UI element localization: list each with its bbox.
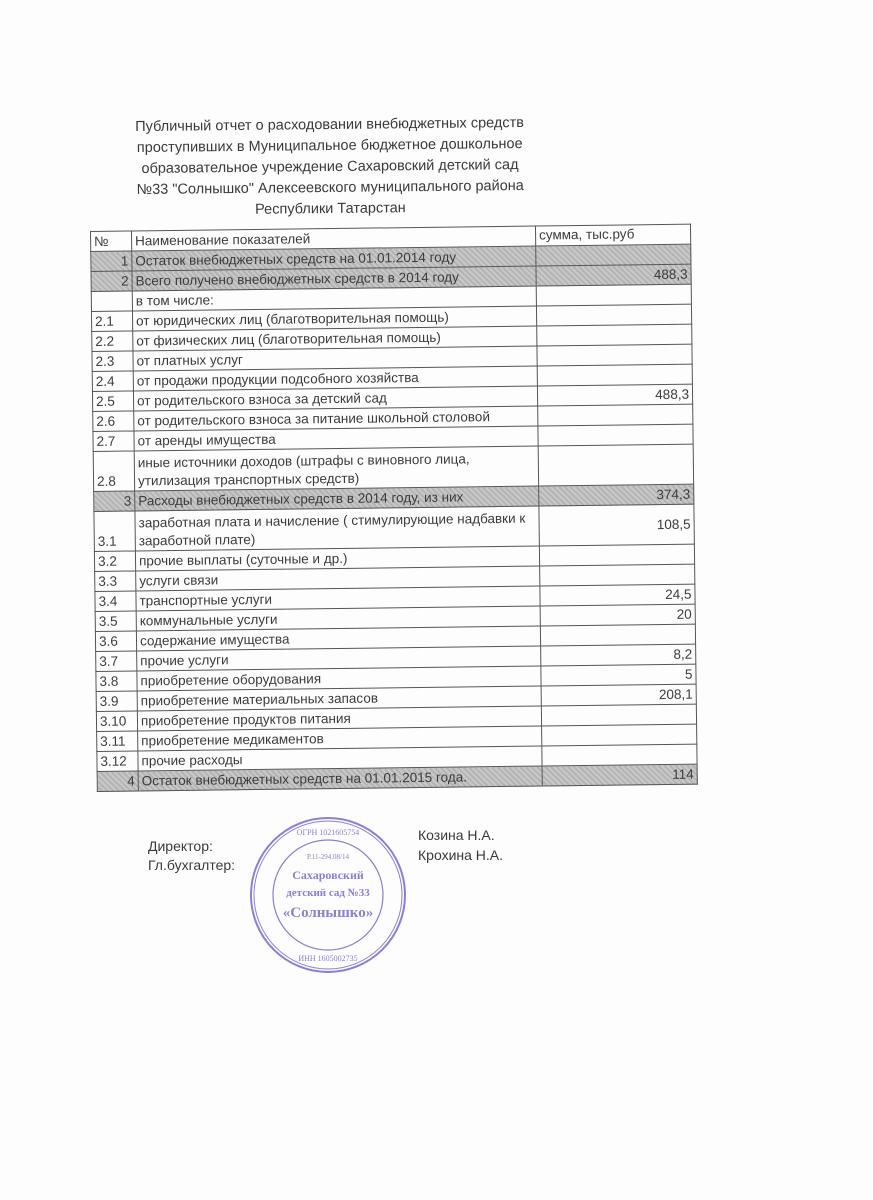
row-num: 2.7 bbox=[93, 431, 134, 451]
row-name: услуги связи bbox=[136, 566, 540, 591]
row-num: 2.5 bbox=[92, 391, 133, 411]
row-name: от физических лиц (благотворительная помощь) bbox=[133, 326, 537, 351]
row-sum bbox=[537, 364, 692, 386]
row-name: от родительского взноса за детский сад bbox=[133, 386, 537, 411]
row-name: приобретение продуктов питания bbox=[137, 706, 541, 731]
title-line: №33 "Солнышко" Алексеевского муниципального района bbox=[136, 177, 524, 199]
row-sum bbox=[537, 324, 692, 346]
row-num: 2 bbox=[91, 271, 132, 291]
accountant-label: Гл.бухгалтер: bbox=[148, 857, 236, 873]
row-sum bbox=[538, 404, 693, 426]
row-sum bbox=[542, 724, 697, 746]
row-name: от аренды имущества bbox=[134, 426, 538, 451]
row-sum bbox=[542, 744, 697, 766]
row-sum: 114 bbox=[542, 764, 697, 786]
row-sum bbox=[540, 624, 695, 646]
row-sum: 488,3 bbox=[536, 264, 691, 286]
report-title bbox=[119, 113, 540, 222]
row-num: 3.3 bbox=[95, 571, 136, 591]
row-sum: 488,3 bbox=[537, 384, 692, 406]
row-sum: 8,2 bbox=[541, 644, 696, 666]
row-name: Остаток внебюджетных средств на 01.01.2015 года. bbox=[138, 766, 542, 791]
row-name: заработная плата и начисление ( стимулирующие надбавки к заработной плате) bbox=[135, 506, 539, 551]
stamp-text: детский сад №33 bbox=[286, 887, 370, 899]
row-name: прочие услуги bbox=[137, 646, 541, 671]
row-num: 3.11 bbox=[97, 731, 138, 751]
accountant-name: Крохина Н.А. bbox=[418, 847, 504, 863]
row-num bbox=[91, 291, 132, 311]
row-name: коммунальные услуги bbox=[136, 606, 540, 631]
row-name: приобретение медикаментов bbox=[138, 726, 542, 751]
row-sum: 374,3 bbox=[539, 484, 694, 506]
stamp-text: ОГРН 1021605754 bbox=[296, 828, 360, 837]
row-sum bbox=[536, 304, 691, 326]
row-name: приобретение материальных запасов bbox=[137, 686, 541, 711]
stamp-text: Сахаровский bbox=[292, 868, 364, 882]
row-name: транспортные услуги bbox=[136, 586, 540, 611]
row-sum bbox=[536, 284, 691, 306]
row-name: прочие выплаты (суточные и др.) bbox=[135, 546, 539, 571]
row-sum bbox=[538, 424, 693, 446]
stamp-text: ИНН 1605002735 bbox=[298, 954, 358, 963]
row-name: приобретение оборудования bbox=[137, 666, 541, 691]
row-num: 4 bbox=[97, 771, 138, 791]
row-num: 3.7 bbox=[96, 651, 137, 671]
row-name: от родительского взноса за питание школьной столовой bbox=[134, 406, 538, 431]
row-name: Расходы внебюджетных средств в 2014 году, из них bbox=[135, 486, 539, 511]
stamp-text: Р.11-294.08/14 bbox=[306, 853, 350, 861]
report-table-wrap bbox=[90, 224, 698, 792]
row-num: 3.9 bbox=[96, 691, 137, 711]
row-name: от платных услуг bbox=[133, 346, 537, 371]
row-name: в том числе: bbox=[132, 286, 536, 311]
row-sum bbox=[538, 444, 693, 486]
row-num: 3 bbox=[94, 491, 135, 511]
row-num: 3.4 bbox=[95, 591, 136, 611]
row-sum bbox=[540, 564, 695, 586]
row-sum: 208,1 bbox=[541, 684, 696, 706]
row-num: 3.8 bbox=[96, 671, 137, 691]
row-sum: 5 bbox=[541, 664, 696, 686]
row-num: 2.8 bbox=[93, 451, 134, 491]
row-num: 2.6 bbox=[93, 411, 134, 431]
row-num: 3.2 bbox=[94, 551, 135, 571]
title-line: образовательное учреждение Сахаровский детский сад bbox=[141, 157, 519, 177]
row-name: содержание имущества bbox=[136, 626, 540, 651]
row-num: 3.6 bbox=[95, 631, 136, 651]
row-num: 3.5 bbox=[95, 611, 136, 631]
official-stamp bbox=[248, 815, 408, 975]
header-num: № bbox=[91, 231, 132, 251]
row-num: 3.10 bbox=[96, 711, 137, 731]
header-sum: сумма, тыс.руб bbox=[535, 224, 690, 246]
row-sum bbox=[537, 344, 692, 366]
row-num: 2.4 bbox=[92, 371, 133, 391]
row-sum: 20 bbox=[540, 604, 695, 626]
row-num: 2.3 bbox=[92, 351, 133, 371]
stamp-text: «Солнышко» bbox=[282, 905, 374, 921]
row-sum: 24,5 bbox=[540, 584, 695, 606]
row-name: от продажи продукции подсобного хозяйства bbox=[133, 366, 537, 391]
header-name: Наименование показателей bbox=[132, 226, 536, 251]
row-name: Всего получено внебюджетных средств в 2014 году bbox=[132, 266, 536, 291]
title-line: Республики Татарстан bbox=[255, 200, 406, 218]
row-name: Остаток внебюджетных средств на 01.01.2014 году bbox=[132, 246, 536, 271]
row-name: от юридических лиц (благотворительная помощь) bbox=[132, 306, 536, 331]
director-name: Козина Н.А. bbox=[418, 827, 495, 843]
row-name: прочие расходы bbox=[138, 746, 542, 771]
row-name: иные источники доходов (штрафы с виновного лица, утилизация транспортных средств) bbox=[134, 446, 538, 491]
report-table bbox=[90, 224, 698, 792]
row-sum bbox=[536, 244, 691, 266]
row-num: 3.12 bbox=[97, 751, 138, 771]
director-label: Директор: bbox=[148, 838, 213, 854]
row-sum: 108,5 bbox=[539, 504, 694, 546]
row-num: 1 bbox=[91, 251, 132, 271]
row-num: 3.1 bbox=[94, 511, 135, 551]
row-num: 2.2 bbox=[92, 331, 133, 351]
title-line: Публичный отчет о расходовании внебюджетных средств bbox=[135, 114, 524, 136]
row-sum bbox=[541, 704, 696, 726]
row-sum bbox=[539, 544, 694, 566]
title-line: проступивших в Муниципальное бюджетное дошкольное bbox=[136, 135, 523, 157]
row-num: 2.1 bbox=[91, 311, 132, 331]
